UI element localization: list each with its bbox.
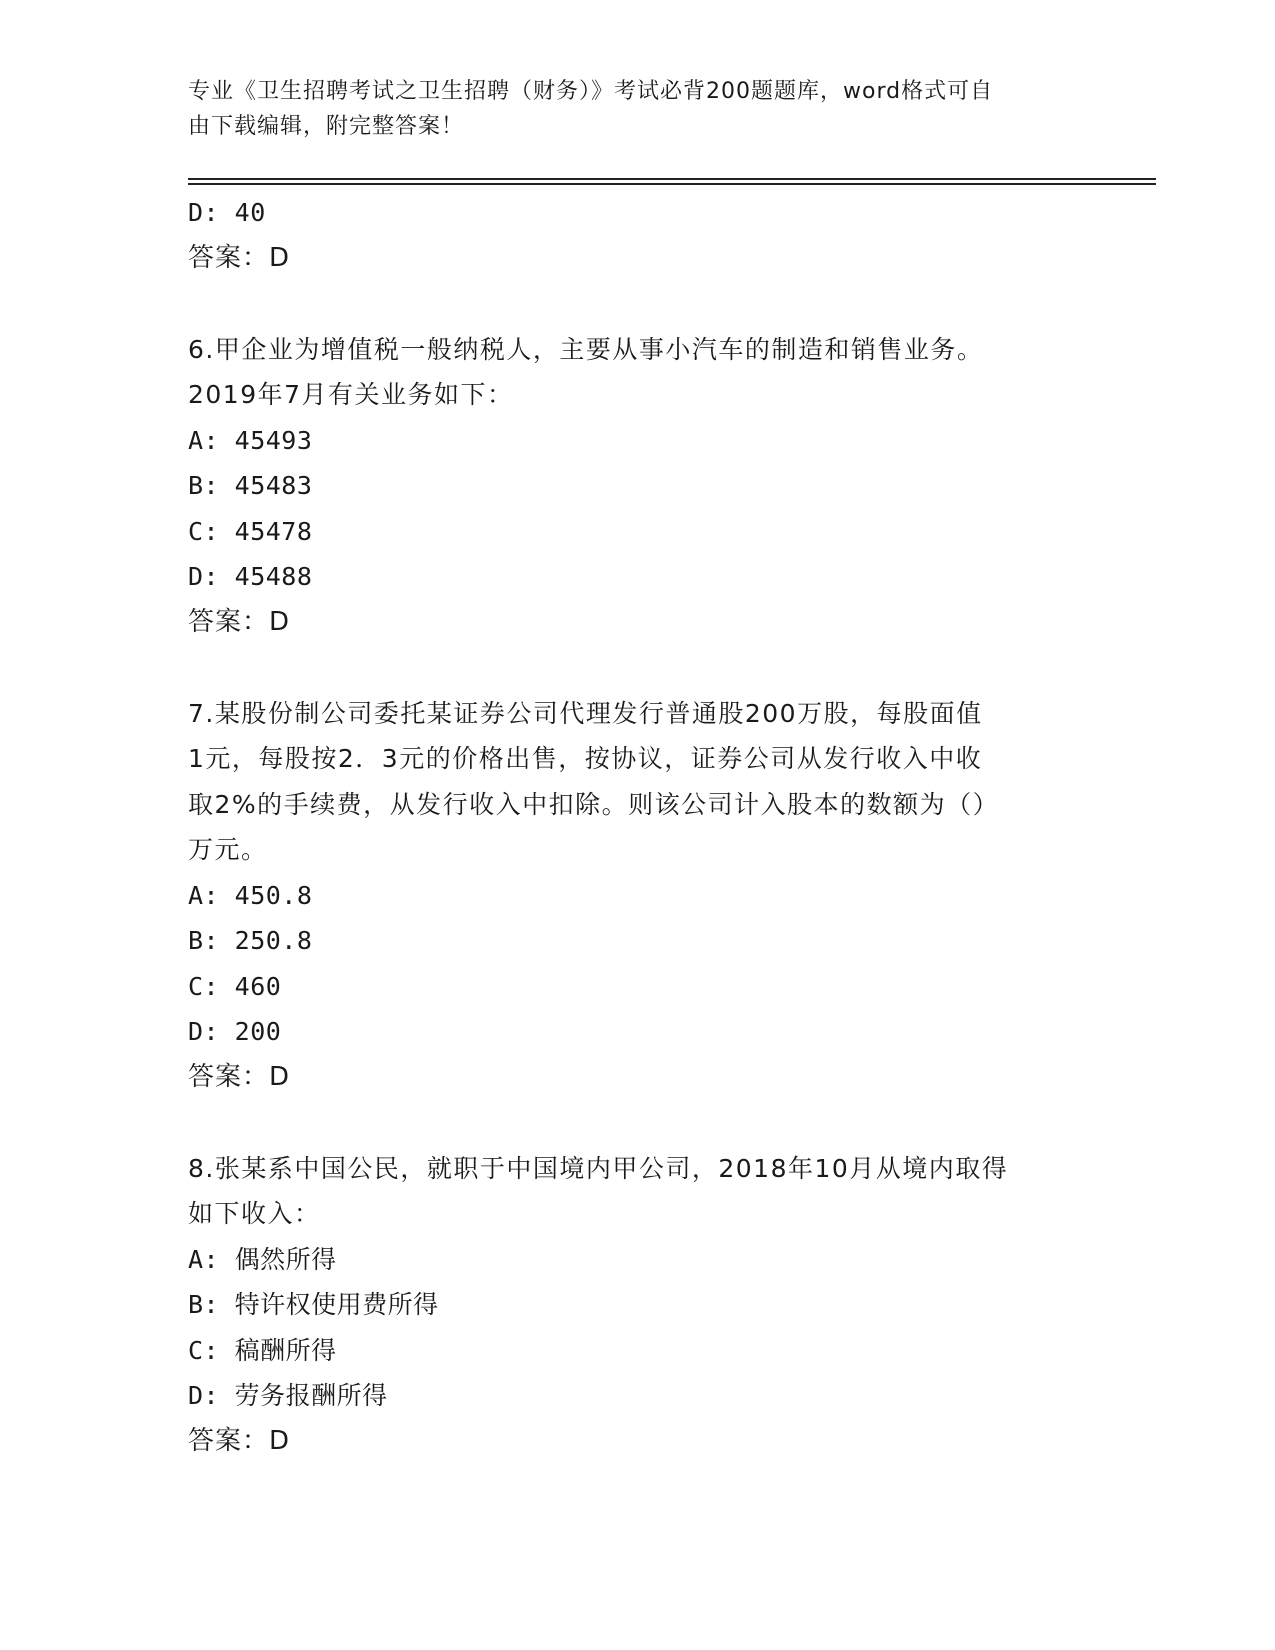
question-stem: 取2%的手续费，从发行收入中扣除。则该公司计入股本的数额为（） xyxy=(188,789,1000,819)
answer-line: 答案：D xyxy=(188,242,291,273)
option-b: B: 特许权使用费所得 xyxy=(188,1290,439,1319)
header-line-1: 专业《卫生招聘考试之卫生招聘（财务）》考试必背200题题库，word格式可自 xyxy=(188,79,994,104)
answer-line: 答案：D xyxy=(188,1425,291,1456)
spacer xyxy=(188,281,1108,327)
option-a: A: 偶然所得 xyxy=(188,1244,337,1274)
option-b: B: 45483 xyxy=(188,471,313,500)
option-a: A: 45493 xyxy=(188,425,313,455)
option-b: B: 250.8 xyxy=(188,926,313,955)
question-stem: 8.张某系中国公民，就职于中国境内甲公司，2018年10月从境内取得 xyxy=(188,1153,1009,1183)
question-stem: 7.某股份制公司委托某证券公司代理发行普通股200万股，每股面值 xyxy=(188,698,983,728)
page-header xyxy=(188,74,1068,144)
header-divider-bottom xyxy=(188,183,1156,185)
spacer xyxy=(188,1100,1108,1146)
option-c: C: 45478 xyxy=(188,516,313,546)
question-7 xyxy=(188,691,1108,1101)
question-stem: 6.甲企业为增值税一般纳税人，主要从事小汽车的制造和销售业务。 xyxy=(188,334,984,364)
option-a: A: 450.8 xyxy=(188,880,313,910)
answer-line: 答案：D xyxy=(188,1061,291,1092)
answer-line: 答案：D xyxy=(188,606,291,637)
option-d: D: 45488 xyxy=(188,562,313,591)
question-stem: 万元。 xyxy=(188,835,268,864)
question-5-tail xyxy=(188,190,1108,281)
header-divider-top xyxy=(188,178,1156,180)
option-c: C: 460 xyxy=(188,971,282,1001)
option-d: D: 40 xyxy=(188,198,266,227)
document-body xyxy=(188,190,1108,1464)
spacer xyxy=(188,645,1108,691)
option-c: C: 稿酬所得 xyxy=(188,1335,337,1365)
question-6 xyxy=(188,327,1108,646)
option-d: D: 200 xyxy=(188,1017,282,1046)
question-stem: 2019年7月有关业务如下： xyxy=(188,380,514,409)
question-stem: 1元，每股按2．3元的价格出售，按协议，证券公司从发行收入中收 xyxy=(188,744,983,773)
option-d: D: 劳务报酬所得 xyxy=(188,1381,388,1410)
header-line-2: 由下载编辑，附完整答案！ xyxy=(188,114,465,139)
question-stem: 如下收入： xyxy=(188,1199,321,1228)
question-8 xyxy=(188,1146,1108,1465)
